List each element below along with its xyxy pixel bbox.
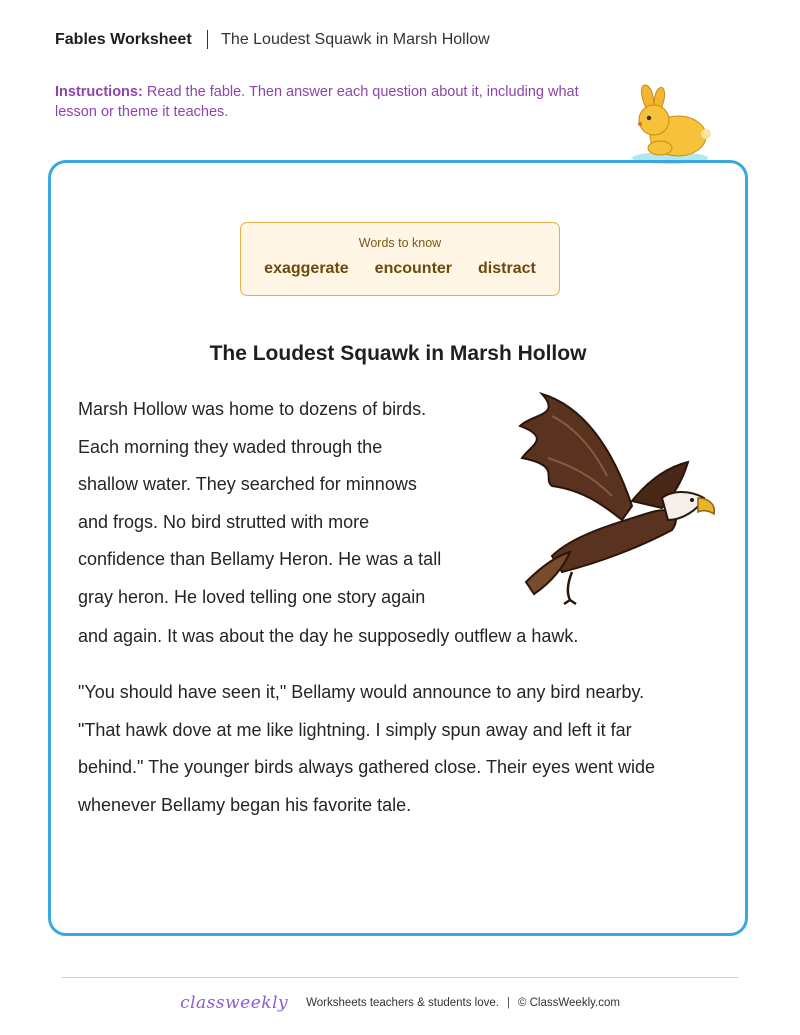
story-paragraph-2 [78, 674, 748, 824]
vocabulary-word: exaggerate [264, 260, 349, 277]
classweekly-logo: classweekly [180, 993, 289, 1013]
worksheet-title: The Loudest Squawk in Marsh Hollow [221, 30, 490, 48]
vocabulary-title: Words to know [358, 236, 442, 250]
story-line: "You should have seen it," Bellamy would announce to any bird nearby. [78, 682, 645, 702]
story-line: and again. It was about the day he supposedly outflew a hawk. [78, 626, 579, 646]
worksheet-type-label: Fables Worksheet [55, 30, 192, 48]
vocabulary-box [240, 222, 560, 296]
rabbit-icon [624, 80, 716, 172]
story-line: "That hawk dove at me like lightning. I simply spun away and left it far [78, 719, 632, 740]
vocabulary-word: distract [478, 260, 536, 277]
footer-divider [62, 977, 738, 978]
vocabulary-word: encounter [374, 260, 453, 277]
story-paragraph-1 [78, 391, 478, 617]
instructions-label: Instructions: [55, 84, 143, 100]
story-line: behind." The younger birds always gathered close. Their eyes went wide [78, 757, 656, 778]
story-line: confidence than Bellamy Heron. He was a tall [78, 549, 442, 570]
story-line: whenever Bellamy began his favorite tale. [78, 794, 412, 815]
vocabulary-list [241, 260, 559, 278]
footer-tagline: Worksheets teachers & students love. [306, 997, 499, 1009]
instructions [55, 82, 620, 122]
worksheet-header [55, 30, 490, 49]
header-divider [207, 30, 209, 49]
footer [0, 993, 800, 1013]
story-line: Marsh Hollow was home to dozens of birds. [78, 399, 427, 419]
story-line: Each morning they waded through the [78, 436, 383, 457]
story-title: The Loudest Squawk in Marsh Hollow [209, 342, 587, 365]
instructions-text: Read the fable. Then answer each question about it, including what lesson or theme it teaches. [55, 84, 579, 120]
footer-copyright: © ClassWeekly.com [517, 997, 620, 1009]
footer-separator: | [506, 997, 510, 1009]
story-line: gray heron. He loved telling one story again [78, 586, 426, 607]
story-line: shallow water. They searched for minnows [78, 474, 417, 495]
story-line: and frogs. No bird strutted with more [78, 511, 370, 532]
eagle-icon [512, 386, 720, 606]
story-paragraph-1-end [78, 618, 738, 656]
